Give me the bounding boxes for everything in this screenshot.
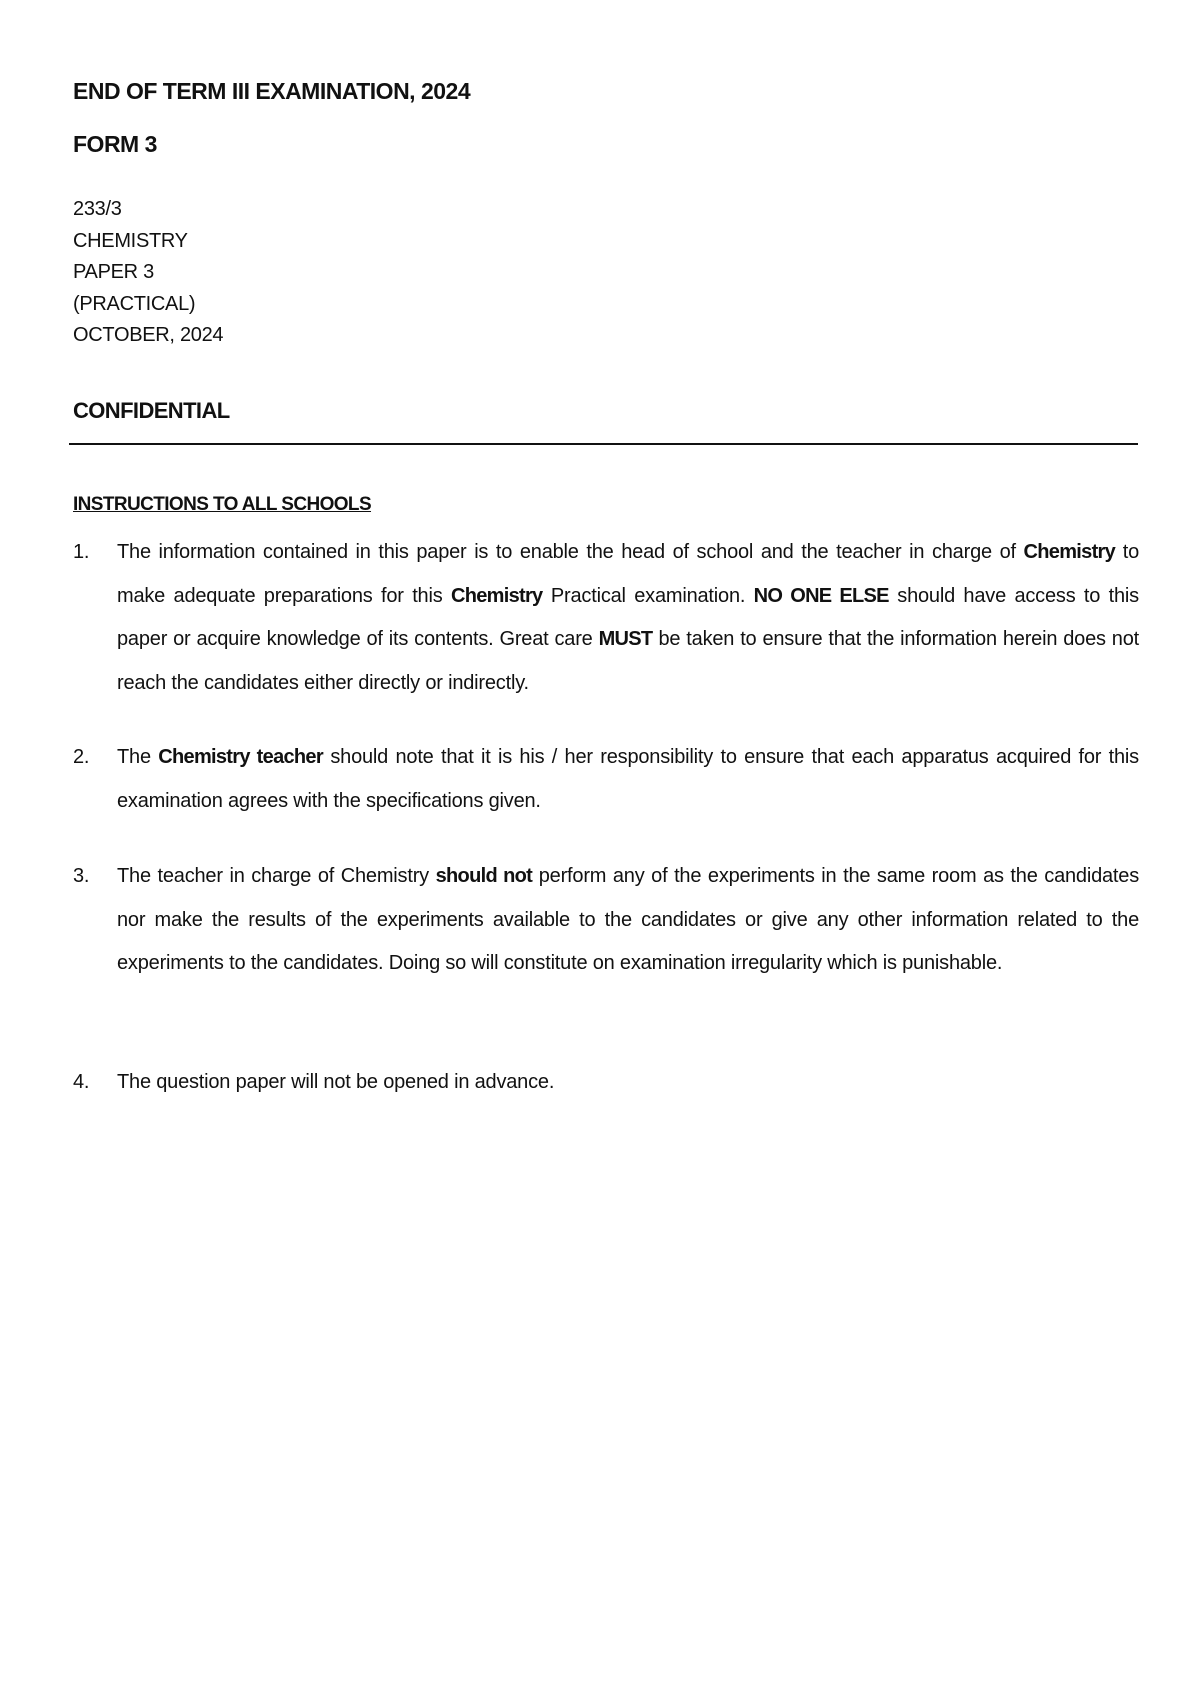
paper-type: (PRACTICAL) bbox=[73, 292, 196, 315]
text-run: should have access to this paper or acquire knowledge of its contents. Great care bbox=[117, 584, 1139, 650]
paper-details bbox=[73, 194, 223, 352]
item-number: 2. bbox=[73, 746, 90, 768]
text-run: be taken to ensure that the information herein does not reach the candidates either directly or indirectly. bbox=[117, 628, 1139, 694]
emphasis-run: Chemistry bbox=[450, 584, 543, 607]
subject-name: CHEMISTRY bbox=[73, 229, 188, 252]
item-text bbox=[117, 736, 1139, 823]
emphasis-run: NO ONE ELSE bbox=[753, 584, 889, 607]
text-run: The bbox=[117, 746, 159, 768]
instructions-heading: INSTRUCTIONS TO ALL SCHOOLS bbox=[73, 494, 372, 515]
form-label: FORM 3 bbox=[73, 131, 157, 157]
item-text bbox=[117, 855, 1139, 986]
instruction-item-4 bbox=[73, 1061, 1139, 1105]
item-number: 3. bbox=[73, 865, 90, 887]
item-text bbox=[117, 531, 1139, 705]
exam-title: END OF TERM III EXAMINATION, 2024 bbox=[73, 78, 471, 104]
text-run: Practical examination. bbox=[542, 584, 754, 607]
text-run: The information contained in this paper is to enable the head of school and the teacher in charge of bbox=[117, 541, 1024, 563]
emphasis-run: should not bbox=[435, 865, 533, 887]
item-number: 4. bbox=[73, 1071, 90, 1093]
instruction-item-1 bbox=[73, 531, 1139, 705]
divider-line bbox=[69, 443, 1138, 445]
paper-number: PAPER 3 bbox=[73, 261, 154, 283]
text-run: perform any of the experiments in the same room as the candidates nor make the results of the experiments available to the candidates or give any other information related to the experiments to the candidates. Doing so will constitute on examination irregularity which is punishable. bbox=[117, 865, 1140, 974]
text-run: The teacher in charge of Chemistry bbox=[117, 865, 436, 887]
text-run: to make adequate preparations for this bbox=[117, 541, 1139, 607]
paper-code: 233/3 bbox=[73, 198, 122, 220]
emphasis-run: Chemistry teacher bbox=[158, 746, 323, 768]
item-number: 1. bbox=[73, 541, 90, 563]
confidential-label: CONFIDENTIAL bbox=[73, 398, 230, 423]
exam-date: OCTOBER, 2024 bbox=[73, 324, 224, 346]
text-run: The question paper will not be opened in advance. bbox=[117, 1071, 555, 1093]
instruction-item-3 bbox=[73, 855, 1139, 986]
text-run: should note that it is his / her responsibility to ensure that each apparatus acquired for this examination agrees with the specifications given. bbox=[117, 746, 1139, 812]
instruction-item-2 bbox=[73, 736, 1139, 823]
emphasis-run: MUST bbox=[598, 628, 653, 650]
emphasis-run: Chemistry bbox=[1023, 541, 1116, 563]
item-text bbox=[117, 1061, 1139, 1105]
